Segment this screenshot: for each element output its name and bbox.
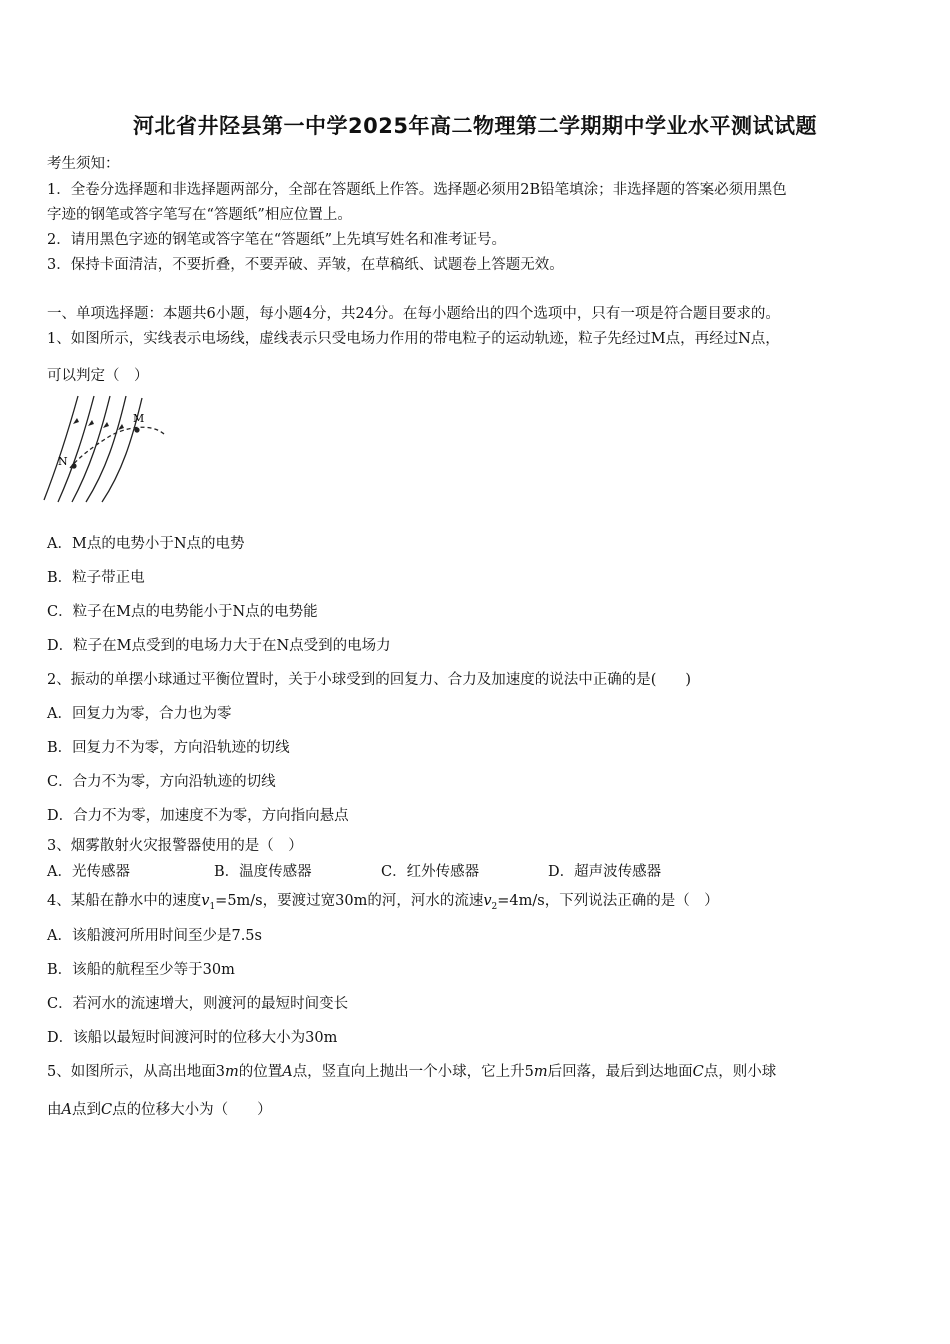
arrowhead xyxy=(103,422,109,428)
q1-option-c: C．粒子在M点的电势能小于N点的电势能 xyxy=(47,604,318,620)
q2-option-a: A．回复力为零，合力也为零 xyxy=(47,706,232,722)
notice-item-3: 3．保持卡面清洁，不要折叠，不要弄破、弄皱，在草稿纸、试题卷上答题无效。 xyxy=(47,257,564,273)
q4-stem: 4、某船在静水中的速度$v_1=5m/s$，要渡过宽30m的河，河水的流速$v_2=4m/s$，下列说法正确的是（ ） xyxy=(47,893,719,912)
label-n: N xyxy=(58,455,68,468)
section-heading: 一、单项选择题：本题共6小题，每小题4分，共24分。在每小题给出的四个选项中，只有一项是符合题目要求的。 xyxy=(47,306,780,322)
q1-option-b: B．粒子带正电 xyxy=(47,570,145,586)
q2-option-c: C．合力不为零，方向沿轨迹的切线 xyxy=(47,774,276,790)
field-line xyxy=(58,396,94,502)
q3-stem: 3、烟雾散射火灾报警器使用的是（ ） xyxy=(47,838,303,854)
q1-stem-cont: 可以判定（ ） xyxy=(47,368,149,384)
label-m: M xyxy=(133,412,145,425)
q3-option-d: D．超声波传感器 xyxy=(548,864,662,880)
notice-heading: 考生须知： xyxy=(47,156,120,172)
arrowhead xyxy=(73,418,79,424)
notice-item-1-cont: 字迹的钢笔或答字笔写在“答题纸”相应位置上。 xyxy=(47,207,352,223)
q3-option-a: A．光传感器 xyxy=(47,864,130,880)
page-title: 河北省井陉县第一中学2025年高二物理第二学期期中学业水平测试试题 xyxy=(133,114,817,138)
q5-stem-cont: 由A点到C点的位移大小为（ ） xyxy=(47,1102,272,1118)
q2-option-b: B．回复力不为零，方向沿轨迹的切线 xyxy=(47,740,290,756)
q4-option-d: D．该船以最短时间渡河时的位移大小为30m xyxy=(47,1030,338,1046)
q3-option-b: B．温度传感器 xyxy=(214,864,312,880)
point-n xyxy=(71,463,76,468)
field-line xyxy=(44,396,78,500)
q4-option-b: B．该船的航程至少等于30m xyxy=(47,962,235,978)
notice-item-1: 1．全卷分选择题和非选择题两部分，全部在答题纸上作答。选择题必须用2B铅笔填涂；非选择题的答案必须用黑色 xyxy=(47,182,787,198)
arrowhead xyxy=(88,420,94,426)
q3-option-c: C．红外传感器 xyxy=(381,864,480,880)
electric-field-figure xyxy=(40,392,168,504)
notice-item-2: 2．请用黑色字迹的钢笔或答字笔在“答题纸”上先填写姓名和准考证号。 xyxy=(47,232,507,248)
q1-option-d: D．粒子在M点受到的电场力大于在N点受到的电场力 xyxy=(47,638,391,654)
q2-stem: 2、振动的单摆小球通过平衡位置时，关于小球受到的回复力、合力及加速度的说法中正确的是( ) xyxy=(47,672,692,688)
point-m xyxy=(134,427,139,432)
q5-stem: 5、如图所示，从高出地面3m的位置A点，竖直向上抛出一个小球，它上升5m后回落，最后到达地面C点，则小球 xyxy=(47,1064,777,1080)
q2-option-d: D．合力不为零，加速度不为零，方向指向悬点 xyxy=(47,808,349,824)
q1-option-a: A．M点的电势小于N点的电势 xyxy=(47,536,245,552)
q1-stem: 1、如图所示，实线表示电场线，虚线表示只受电场力作用的带电粒子的运动轨迹，粒子先经过M点，再经过N点， xyxy=(47,331,780,347)
q4-option-a: A．该船渡河所用时间至少是7.5s xyxy=(47,928,262,944)
trajectory-curve xyxy=(70,427,164,468)
q4-option-c: C．若河水的流速增大，则渡河的最短时间变长 xyxy=(47,996,349,1012)
